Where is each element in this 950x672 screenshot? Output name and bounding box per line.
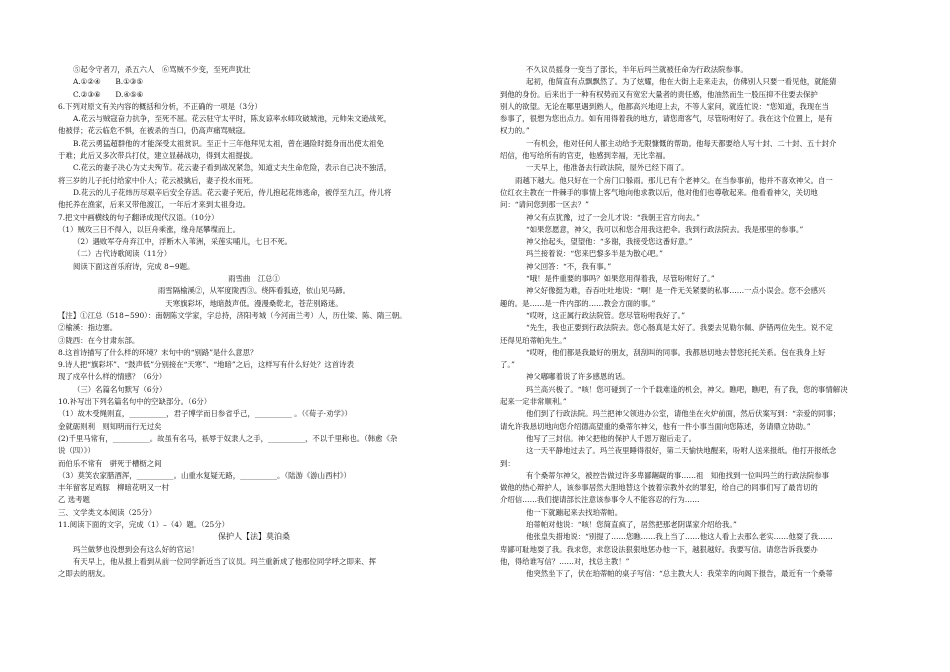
text-line: 介绍信……我们提请部长注意该参事令人不能容忍的行为…… [500, 495, 700, 505]
text-line: （二）古代诗歌阅读（11分） [73, 249, 172, 259]
text-line: 他托养在渔家，后来又带他渡江，一年后才来到太祖身边。 [58, 200, 251, 210]
text-line: “如果您愿意，神父，我可以和您合用我这把伞。我到行政法院去。我是那里的参事。” [526, 224, 804, 234]
text-line: 做他的热心辩护人，该参事居然大胆地替这个披着宗教外衣的罪犯，给自己的同事们写了最肯切的 [500, 483, 818, 493]
text-line: 别人的欲望。无论在哪里遇到熟人，他都高兴地迎上去，不等人家问，就连忙说：“您知道，我现在当 [500, 101, 829, 111]
text-line: 丰年留客足鸡豚 柳暗花明又一村 [58, 483, 169, 493]
text-line: 趣的。是……是一件内部的……教会方面的事。” [500, 298, 656, 308]
text-line: 一天早上，他准备去行政法院，屋外已经下雨了。 [526, 163, 689, 173]
text-line: ②榆溪：指边塞。 [58, 323, 118, 333]
text-line: （1）贼攻三日不得入，以巨舟乘涨，缘舟尾攀堞而上。 [58, 224, 241, 234]
text-line: 雨雪隔榆溪②，从军度陇西③。绕阵看狐迹，依山见马蹄。 [157, 286, 351, 296]
text-line: 金就砺则利 则知明而行无过矣 [58, 421, 162, 431]
text-line: 天寒旗彩坏，地暗鼓声低。漫漫桑乾北，苍茫别路迷。 [165, 298, 343, 308]
text-line: 参事了，很想为您出点力。如有用得着我的地方，请您甭客气，尽管吩咐好了。我在这个位置上，是有 [500, 114, 833, 124]
text-line: 有个桑蒂尔神父，被控告做过许多卑鄙龌龊的事……祖 知他找到一位叫玛兰的行政法院参事 [526, 470, 830, 480]
text-line: 三、文学类文本阅读（25分） [58, 507, 157, 517]
text-line: 于难；此后又多次带兵打仗，建立显赫战功，得到太祖提拔。 [58, 151, 258, 161]
text-line: 了。” [500, 360, 515, 370]
text-line: 还得见珀蒂帕先生。” [500, 335, 567, 345]
text-line: “哎呀，这正属行政法院管。您尽管吩咐我好了。” [526, 310, 686, 320]
text-line: 起初，他简直有点飘飘然了。为了炫耀，他在大街上走来走去，仿佛别人只要一看见他，就能猜 [526, 77, 837, 87]
text-line: 他们到了行政法院。玛兰把神父领进办公室，请他坐在火炉前面，然后伏案写到：“亲爱的同事； [526, 409, 841, 419]
text-line: A.花云与贼寇奋力抗争，至死不屈。花云驻守太平时，陈友谅率水师攻破城池，元帅朱文逊战死， [73, 114, 392, 124]
text-line: 他写了三封信。神父把他的保护人千恩万谢后走了。 [526, 433, 696, 443]
text-line: 阅读下面这首乐府诗，完成 8~9题。 [73, 261, 195, 271]
text-line: 到他的身份。后来出于一种有权势而又有宽宏大量者的责任感，他油然而生一股压抑不住要去保护 [500, 89, 818, 99]
right-column [500, 64, 892, 580]
text-line: 他一下就蹦起来去找珀蒂帕。 [526, 507, 623, 517]
text-line: 11.阅读下面的文字，完成（1）–（4）题。（25分） [58, 519, 229, 529]
text-line: 雨雪曲 江总① [228, 274, 280, 284]
text-line: 8.这首诗描写了什么样的环境？末句中的“别路”是什么意思？ [58, 347, 258, 357]
text-line: 玛兰高兴极了。“咳！您可碰到了一个千载难逢的机会，神父。瞧吧，瞧吧，有了我，您的事情解决 [526, 384, 848, 394]
text-line: （3）莫笑农家腊酒浑，__________。山重水复疑无路，__________。（陆游《游山西村》） [58, 470, 351, 480]
text-line: D.花云的儿子花炜历尽艰辛后安全存活。花云妻子死后，侍儿抱起花炜逃命，被俘至九江，侍儿将 [73, 187, 392, 197]
text-line: 将三岁的儿子托付给家中仆人；花云被擒后，妻子投水而死。 [58, 175, 258, 185]
text-line: 保护人【法】莫泊桑 [218, 532, 290, 542]
left-column [58, 64, 450, 580]
text-line: （三）名篇名句默写（6分） [73, 384, 167, 394]
text-line: （2）遇败军夺舟弃江中，浮断木入苇洲，采莲实哺儿，七日不死。 [73, 237, 293, 247]
text-line: A.①②④ B.①③⑤ [73, 77, 144, 87]
text-line: 他张皇失措地说：“别提了……您瞧……我上当了……他这人看上去那么老实……他耍了我…… [526, 532, 833, 542]
text-line: 之即去的朋友。 [58, 569, 110, 579]
text-line: 绍信，他写给所有的官吏，他感到幸福，无比幸福。 [500, 151, 670, 161]
text-line: 请允许我恳切地向您介绍德高望重的桑蒂尔神父，他有一件小事当面向您陈述，务请鼎立协助。” [500, 421, 811, 431]
text-line: “哦！是件重要的事吗？如果您用得着我，尽管吩咐好了。” [526, 274, 715, 284]
text-line: C.花云的妻子决心为丈夫殉节。花云妻子看到战况紧急，知道丈夫生命危险，表示自己决不独活， [73, 163, 392, 173]
text-line: 雨越下越大。他只好在一个房门口躲雨。那儿已有个老神父。在当参事前，他并不喜欢神父。自一 [515, 175, 833, 185]
text-line: 乙 选考题 [58, 495, 90, 505]
text-line: 神父嘟嘟着说了许多感恩的话。 [526, 372, 630, 382]
text-line: B.花云勇猛超群他的才能深受太祖赏识。至正十三年他拜见太祖，曾在遇险时挺身而出使太祖免 [73, 138, 384, 148]
text-line: 权力的。” [500, 126, 530, 136]
text-line: 神父抬起头，望望他：“多谢，我接受您这番好意。” [526, 237, 693, 247]
text-line: 【注】①江总（518~590）：南朝陈文学家，字总持，济阳考城（今河南兰考）人，历仕梁、陈、隋三朝。 [58, 310, 407, 320]
text-line: 玛兰做梦也没想到会有这么好的官运！ [73, 544, 199, 554]
text-line: 神父好像挺为难，吞吞吐吐地说：“啊！是一件无关紧要的私事……一点小误会。您不会感兴 [526, 286, 826, 296]
text-line: 神父有点犹豫，过了一会儿才说：“我朝王宫方向去。” [526, 212, 700, 222]
text-line: ⑤起令守者刀，杀五六人 ⑥骂贼不少变，至死声犹壮 [73, 65, 251, 74]
text-line: 9.诗人把“旗彩坏”、“鼓声低”分别接在“天寒”、“地暗”之后，这样写有什么好处？这首诗表 [58, 360, 354, 370]
text-line: 一有机会，他对任何人都主动给予无限慷慨的帮助。他每天都要给人写十封、二十封、五十封介 [526, 138, 837, 148]
text-line: 卑鄙可耻地耍了我。我求您，求您设法狠狠地惩办他一下，越狠越好。我要写信。请您告诉我要办 [500, 544, 818, 554]
text-line: 而伯乐不常有 骈死于槽枥之间 [58, 458, 162, 468]
text-line: 到： [500, 458, 515, 468]
text-line: 他突然坐下了，伏在珀蒂帕的桌子写信：“总主教大人：我荣幸的向阁下报告，最近有一个桑蒂 [526, 569, 833, 579]
text-line: 他被俘；花云临危不惧，在被杀的当口，仍高声痛骂贼寇。 [58, 126, 251, 136]
text-line: 这一天平静地过去了。玛兰夜里睡得很好，第二天愉快地醒来，吩咐人送来报纸。他打开报纸念 [526, 446, 837, 456]
text-line: “先生，我也正要到行政法院去。您心肠真是太好了。我要去见勒尔佩、萨错两位先生。说不定 [526, 323, 833, 333]
text-line: 不久议员摇身一变当了部长，半年后玛兰就被任命为行政法院参事。 [526, 65, 748, 74]
text-line: （1）故木受绳则直，__________，君子博学而日参省乎己，__________ 。（《荀子·劝学》） [58, 409, 352, 419]
text-line: 有天早上，他从报上看到从前一位同学新近当了议员。玛兰重新成了他那位同学呼之即来、挥 [73, 556, 377, 566]
text-line: 7.把文中画横线的句子翻译成现代汉语。（10分） [58, 212, 219, 222]
text-line: 珀蒂帕对他说：“咳！您简直疯了，居然把那老阴谋家介绍给我。” [526, 519, 737, 529]
text-line: 问：“请问您到那一区去？” [500, 200, 589, 210]
text-line: (2)千里马常有，__________。故虽有名马，祇辱于奴隶人之手，__________，不以千里称也。（韩愈《杂 [58, 433, 398, 443]
text-line: 起来一定非常顺利。” [500, 397, 567, 407]
text-line: ③陇西：在今甘肃东部。 [58, 335, 140, 345]
text-line: 说（四）》） [58, 446, 95, 456]
text-line: 现了戍卒什么样的情感？（6分） [58, 372, 167, 382]
text-line: 神父回答：“不，我有事。” [526, 261, 612, 271]
text-line: C.②③⑥ D.④⑤⑥ [73, 89, 144, 99]
text-line: 10.补写出下列名篇名句中的空缺部分。（6分） [58, 397, 212, 407]
text-line: “哎呀，他们都是我最好的朋友，刮刮叫的同事。我都恳切地去替您托托关系。包在我身上好 [526, 347, 826, 357]
text-line: 6.下列对原文有关内容的概括和分析，不正确的一项是（3分） [58, 101, 262, 111]
text-line: 他，得给谁写信？……对，找总主教！” [500, 556, 630, 566]
text-line: 玛兰接着说：“您来巴黎多半是为散心吧。” [526, 249, 663, 259]
text-line: 位红衣主教在一件棘手的事情上客气地向他求教以后，他对他们也尊敬起来。他看看神父，关切地 [500, 187, 818, 197]
